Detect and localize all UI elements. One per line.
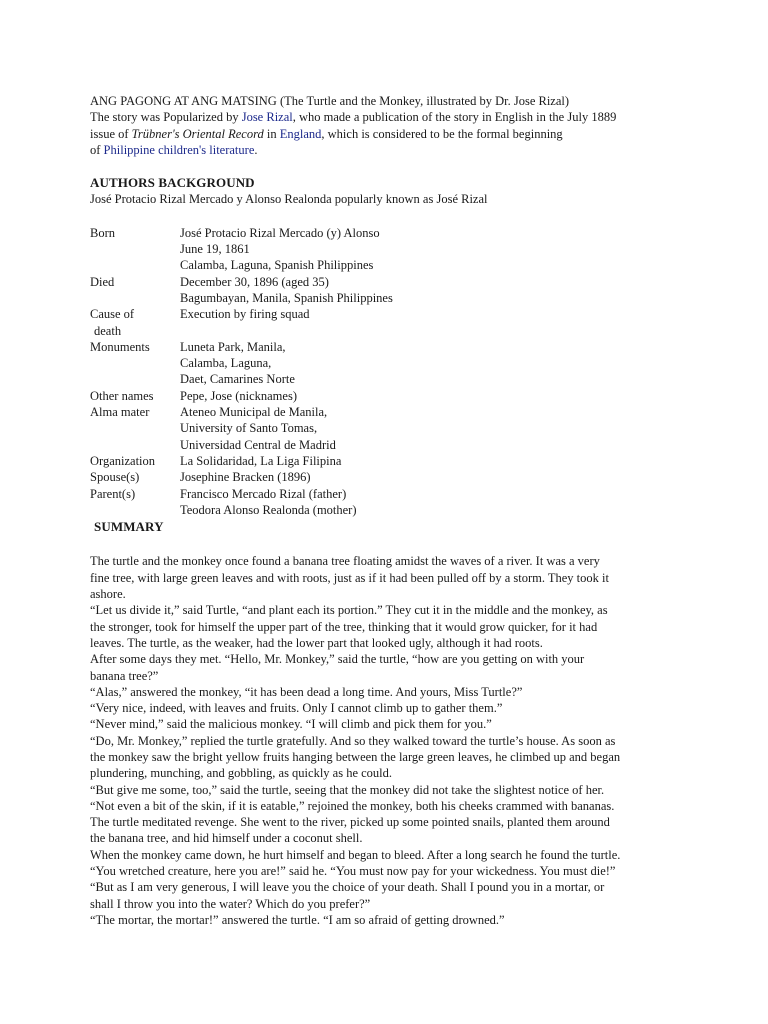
bio-row [90, 339, 393, 388]
england-link[interactable]: England [279, 126, 322, 141]
bio-value-line: Calamba, Laguna, [180, 356, 272, 371]
intro-text: , which is considered to be the formal beginning [321, 126, 563, 141]
bio-value [180, 306, 393, 339]
bio-value-line: José Protacio Rizal Mercado (y) Alonso [180, 225, 380, 240]
intro-line [90, 142, 690, 158]
bio-row [90, 225, 393, 274]
story-line: “Alas,” answered the monkey, “it has been dead a long time. And yours, Miss Turtle?” [90, 684, 523, 699]
intro-text: of [90, 142, 104, 157]
bio-value [180, 339, 393, 388]
bio-label-line: Died [90, 274, 115, 289]
story-line: The turtle and the monkey once found a banana tree floating amidst the waves of a river. It was a very [90, 554, 600, 569]
philippine-childrens-literature-link[interactable]: Philippine children's literature [103, 142, 255, 157]
story-line: the banana tree, and hid himself under a coconut shell. [90, 831, 363, 846]
bio-value-line: Bagumbayan, Manila, Spanish Philippines [180, 290, 393, 305]
bio-row [90, 486, 393, 519]
bio-label [90, 274, 180, 307]
bio-label [90, 404, 180, 453]
bio-row [90, 388, 393, 404]
bio-value-line: Luneta Park, Manila, [180, 339, 286, 354]
bio-label [90, 306, 180, 339]
story-text [90, 553, 690, 928]
story-line: The turtle meditated revenge. She went to the river, picked up some pointed snails, planted them around [90, 815, 610, 830]
bio-row [90, 274, 393, 307]
story-line: fine tree, with large green leaves and with roots, just as if it had been pulled off by a storm. They took it [90, 570, 609, 585]
bio-value-line: Teodora Alonso Realonda (mother) [180, 502, 357, 517]
authors-background-heading: AUTHORS BACKGROUND [90, 175, 255, 191]
bio-value-line: Francisco Mercado Rizal (father) [180, 486, 347, 501]
bio-label [90, 453, 180, 469]
bio-row [90, 453, 393, 469]
bio-value [180, 486, 393, 519]
bio-value-line: Pepe, Jose (nicknames) [180, 388, 297, 403]
bio-label-line: Parent(s) [90, 486, 136, 501]
bio-label-line: death [94, 323, 122, 338]
intro-text: . [254, 142, 258, 157]
story-line: When the monkey came down, he hurt himself and began to bleed. After a long search he found the turtle. [90, 847, 621, 862]
jose-rizal-link[interactable]: Jose Rizal [241, 110, 293, 125]
story-line: “But as I am very generous, I will leave you the choice of your death. Shall I pound you in a mortar, or [90, 880, 605, 895]
story-line: “Never mind,” said the malicious monkey. “I will climb and pick them for you.” [90, 717, 492, 732]
story-line: After some days they met. “Hello, Mr. Monkey,” said the turtle, “how are you getting on with your [90, 652, 585, 667]
intro-line [90, 126, 690, 142]
bio-value [180, 388, 393, 404]
summary-heading: SUMMARY [94, 519, 164, 535]
authors-fullname-line: José Protacio Rizal Mercado y Alonso Realonda popularly known as José Rizal [90, 192, 488, 207]
intro-line [90, 109, 690, 125]
intro-text: The story was Popularized by [90, 110, 242, 125]
story-line: ashore. [90, 587, 126, 602]
bio-value-line: Josephine Bracken (1896) [180, 470, 311, 485]
bio-label-line: Monuments [90, 339, 150, 354]
bio-value-line: Universidad Central de Madrid [180, 437, 336, 452]
story-line: banana tree?” [90, 668, 159, 683]
story-line: “But give me some, too,” said the turtle, seeing that the monkey did not take the slightest notice of her. [90, 782, 605, 797]
bio-value [180, 453, 393, 469]
bio-value-line: Calamba, Laguna, Spanish Philippines [180, 258, 374, 273]
document-content [90, 93, 690, 928]
bio-label [90, 388, 180, 404]
bio-value-line: La Solidaridad, La Liga Filipina [180, 453, 342, 468]
bio-label [90, 486, 180, 519]
bio-value [180, 274, 393, 307]
intro-title-line: ANG PAGONG AT ANG MATSING (The Turtle and the Monkey, illustrated by Dr. Jose Rizal) [90, 94, 570, 108]
bio-value [180, 225, 393, 274]
bio-label-line: Cause of [90, 307, 135, 322]
bio-label-line: Organization [90, 453, 156, 468]
bio-label [90, 469, 180, 485]
bio-label-line: Alma mater [90, 405, 150, 420]
bio-infobox-table [90, 225, 393, 518]
bio-label-line: Other names [90, 388, 154, 403]
bio-row [90, 306, 393, 339]
bio-label [90, 225, 180, 274]
story-line: “Do, Mr. Monkey,” replied the turtle gratefully. And so they walked toward the turtle’s house. As soon as [90, 733, 616, 748]
bio-value-line: Daet, Camarines Norte [180, 372, 295, 387]
bio-row [90, 469, 393, 485]
story-line: the stronger, took for himself the upper part of the tree, thinking that it would grow quicker, for it had [90, 619, 598, 634]
bio-label-line: Spouse(s) [90, 470, 140, 485]
story-line: shall I throw you into the water? Which do you prefer?” [90, 896, 371, 911]
story-line: “Not even a bit of the skin, if it is eatable,” rejoined the monkey, both his cheeks crammed with bananas. [90, 798, 615, 813]
bio-value [180, 469, 393, 485]
story-line: “The mortar, the mortar!” answered the turtle. “I am so afraid of getting drowned.” [90, 912, 505, 927]
bio-value-line: Ateneo Municipal de Manila, [180, 405, 328, 420]
story-line: the monkey saw the bright yellow fruits hanging between the large green leaves, he climbed up and began [90, 749, 621, 764]
bio-value-line: June 19, 1861 [180, 242, 250, 257]
intro-text: in [263, 126, 280, 141]
bio-label-line: Born [90, 225, 115, 240]
intro-text: issue of [90, 126, 132, 141]
story-line: “Let us divide it,” said Turtle, “and plant each its portion.” They cut it in the middle and the monkey, as [90, 603, 608, 618]
bio-value-line: University of Santo Tomas, [180, 421, 318, 436]
bio-value-line: Execution by firing squad [180, 307, 310, 322]
bio-value [180, 404, 393, 453]
bio-label [90, 339, 180, 388]
bio-row [90, 404, 393, 453]
story-line: “Very nice, indeed, with leaves and fruits. Only I cannot climb up to gather them.” [90, 701, 503, 716]
publication-name: Trübner's Oriental Record [131, 126, 264, 141]
story-line: plundering, munching, and gobbling, as quickly as he could. [90, 766, 393, 781]
story-line: “You wretched creature, here you are!” said he. “You must now pay for your wickedness. You must die!” [90, 864, 616, 879]
intro-text: , who made a publication of the story in English in the July 1889 [292, 110, 617, 125]
bio-value-line: December 30, 1896 (aged 35) [180, 274, 329, 289]
story-line: leaves. The turtle, as the weaker, had the lower part that looked ugly, although it had roots. [90, 635, 543, 650]
